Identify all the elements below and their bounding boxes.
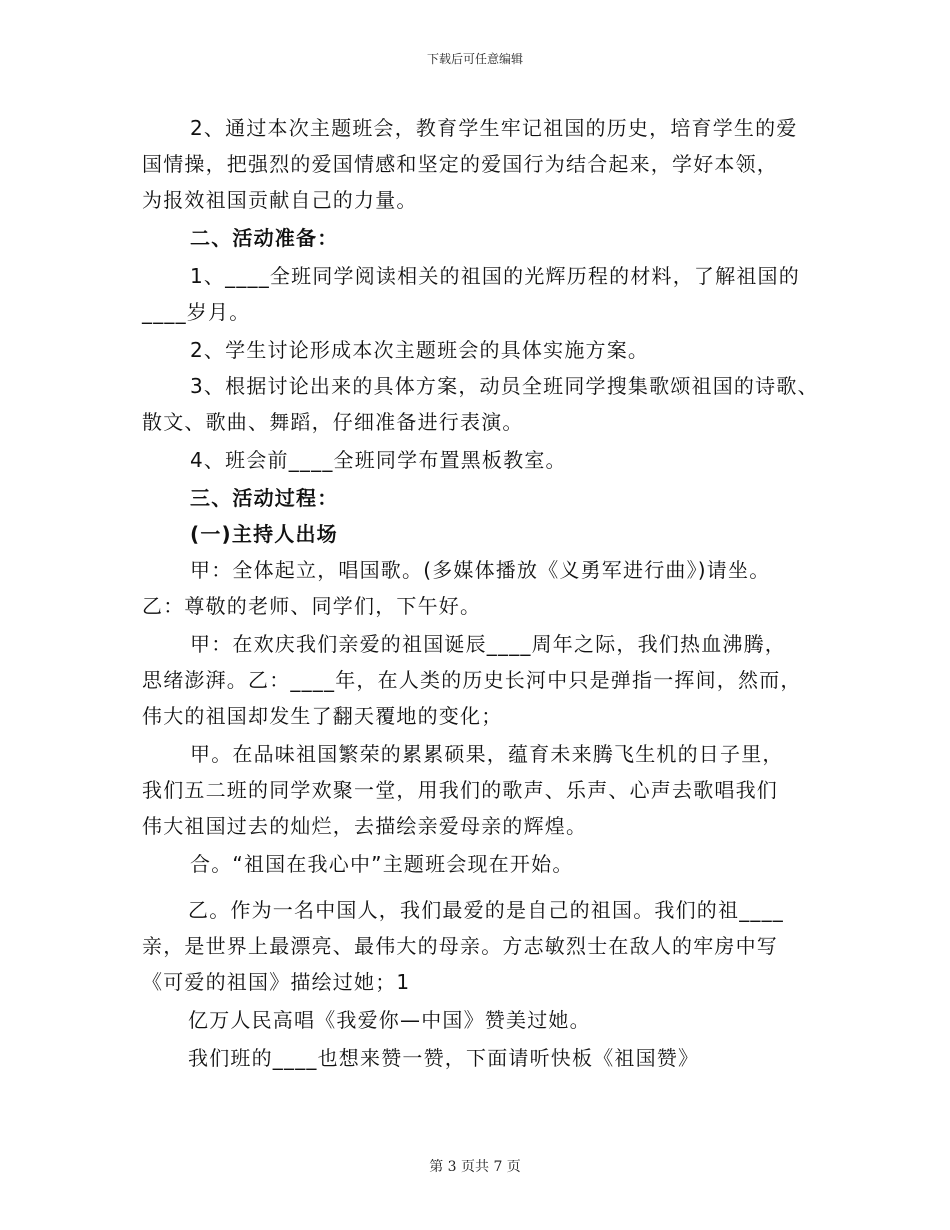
paragraph-line: 2、学生讨论形成本次主题班会的具体实施方案。: [190, 338, 650, 362]
paragraph-line: 3、根据讨论出来的具体方案，动员全班同学搜集歌颂祖国的诗歌、: [190, 374, 819, 398]
paragraph-line: 伟大的祖国却发生了翻天覆地的变化；: [142, 704, 503, 728]
page-footer: 第 3 页共 7 页: [429, 1159, 521, 1175]
paragraph-line: 1、____全班同学阅读相关的祖国的光辉历程的材料，了解祖国的: [190, 264, 800, 288]
page-header: 下载后可任意编辑: [426, 52, 523, 66]
paragraph-line: 思绪澎湃。乙：____年，在人类的历史长河中只是弹指一挥间，然而，: [142, 668, 802, 692]
paragraph-line: 亿万人民高唱《我爱你—中国》赞美过她。: [188, 1008, 591, 1032]
paragraph-line: ____岁月。: [142, 300, 251, 324]
paragraph-line: 甲。在品味祖国繁荣的累累硕果，蕴育未来腾飞生机的日子里，: [190, 742, 784, 766]
subsection-heading: (一)主持人出场: [190, 522, 338, 546]
paragraph-line: 为报效祖国贡献自己的力量。: [142, 188, 418, 212]
paragraph-line: 甲：全体起立，唱国歌。(多媒体播放《义勇军进行曲》)请坐。: [190, 558, 771, 582]
paragraph-line: 乙。作为一名中国人，我们最爱的是自己的祖国。我们的祖____: [188, 898, 784, 922]
paragraph-line: 乙：尊敬的老师、同学们，下午好。: [142, 594, 482, 618]
paragraph-line: 伟大祖国过去的灿烂，去描绘亲爱母亲的辉煌。: [142, 814, 588, 838]
paragraph-line: 亲，是世界上最漂亮、最伟大的母亲。方志敏烈士在敌人的牢房中写: [142, 934, 778, 958]
paragraph-line: 散文、歌曲、舞蹈，仔细准备进行表演。: [142, 410, 524, 434]
paragraph-line: 2、通过本次主题班会，教育学生牢记祖国的历史，培育学生的爱: [190, 116, 798, 140]
paragraph-line: 国情操，把强烈的爱国情感和坚定的爱国行为结合起来，学好本领，: [142, 152, 778, 176]
paragraph-line: 合。“祖国在我心中”主题班会现在开始。: [190, 852, 574, 876]
paragraph-line: 甲：在欢庆我们亲爱的祖国诞辰____周年之际，我们热血沸腾，: [190, 632, 786, 656]
paragraph-line: 4、班会前____全班同学布置黑板教室。: [190, 448, 567, 472]
paragraph-line: 我们班的____也想来赞一赞，下面请听快板《祖国赞》: [188, 1046, 700, 1070]
section-heading: 二、活动准备：: [190, 226, 339, 250]
section-heading: 三、活动过程：: [190, 486, 339, 510]
paragraph-line: 《可爱的祖国》描绘过她；1: [142, 970, 411, 994]
paragraph-line: 我们五二班的同学欢聚一堂，用我们的歌声、乐声、心声去歌唱我们: [142, 778, 778, 802]
